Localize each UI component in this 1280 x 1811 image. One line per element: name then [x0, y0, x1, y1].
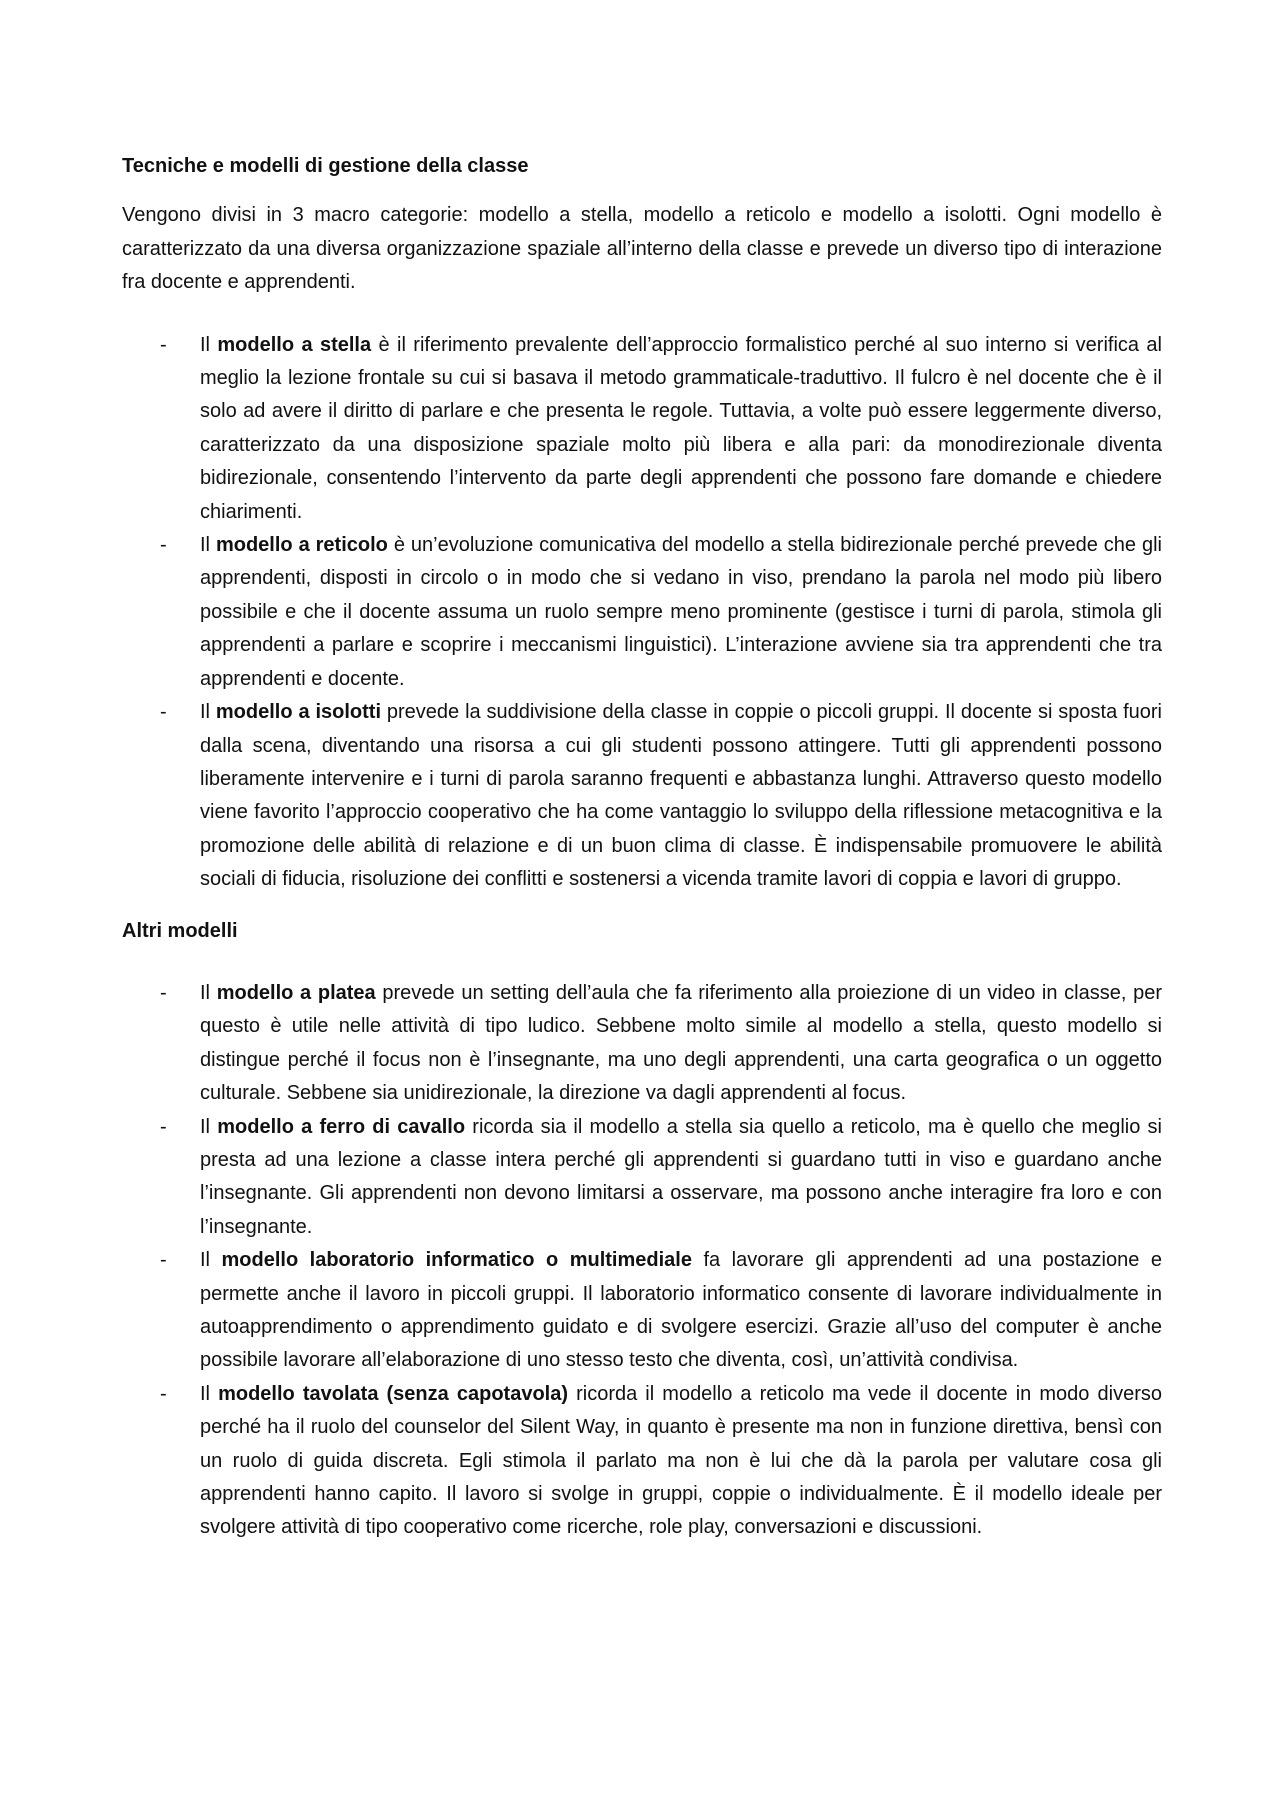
model-description: è il riferimento prevalente dell’approccio formalistico perché al suo interno si verifica al meglio la lezione frontale su cui si basava il metodo grammaticale-traduttivo. Il fulcro è nel docente che è il solo ad avere il diritto di parlare e che presenta le regole. Tuttavia, a volte può essere leggermente diverso, caratterizzato da una disposizione spaziale molto più libera e alla pari: da monodirezionale diventa bidirezionale, consentendo l’intervento da parte degli apprendenti che possono fare domande e chiedere chiarimenti.: [200, 333, 1162, 523]
model-name: modello a isolotti: [215, 701, 382, 724]
list-item-modello-a-stella: [122, 329, 1162, 529]
list-item-modello-a-reticolo: [122, 529, 1162, 696]
model-name: modello a reticolo: [215, 534, 388, 557]
model-name: modello tavolata (senza capotavola): [218, 1382, 568, 1405]
list-item-modello-a-platea: [122, 977, 1162, 1111]
list-item-modello-tavolata: [122, 1378, 1162, 1545]
model-description: prevede un setting dell’aula che fa riferimento alla proiezione di un video in classe, per questo è utile nelle attività di tipo ludico. Sebbene molto simile al modello a stella, questo modello si distingue perché il focus non è l’insegnante, ma uno degli apprendenti, una carta geografica o un oggetto culturale. Sebbene sia unidirezionale, la direzione va dagli apprendenti al focus.: [200, 981, 1162, 1105]
bullet-dash: -: [160, 981, 167, 1004]
model-description: è un’evoluzione comunicativa del modello a stella bidirezionale perché prevede che gli apprendenti, disposti in circolo o in modo che si vedano in viso, prendano la parola nel modo più libero possibile e che il docente assuma un ruolo sempre meno prominente (gestisce i turni di parola, stimola gli apprendenti a parlare e scoprire i meccanismi linguistici). L’interazione avviene sia tra apprendenti che tra apprendenti e docente.: [200, 534, 1162, 690]
bullet-dash: -: [160, 1382, 167, 1405]
bullet-dash: -: [160, 1249, 167, 1272]
bullet-dash: -: [160, 534, 167, 557]
item-prefix: Il: [200, 534, 216, 557]
model-name: modello a ferro di cavallo: [217, 1115, 466, 1138]
item-prefix: Il: [200, 701, 216, 724]
main-models-list: [122, 329, 1162, 897]
model-description: fa lavorare gli apprendenti ad una postazione e permette anche il lavoro in piccoli gruppi. Il laboratorio informatico consente di lavorare individualmente in autoapprendimento o apprendimento guidato e di svolgere esercizi. Grazie all’uso del computer è anche possibile lavorare all’elaborazione di uno stesso testo che diventa, così, un’attività condivisa.: [200, 1249, 1162, 1372]
other-models-list: [122, 977, 1162, 1545]
model-name: modello a platea: [216, 981, 376, 1004]
bullet-dash: -: [160, 1115, 167, 1138]
model-name: modello a stella: [217, 333, 372, 356]
other-models-title: Altri modelli: [122, 919, 238, 942]
intro-paragraph: Vengono divisi in 3 macro categorie: modello a stella, modello a reticolo e modello a isolotti. Ogni modello è caratterizzato da una diversa organizzazione spaziale all’interno della classe e prevede un diverso tipo di interazione fra docente e apprendenti.: [122, 204, 1162, 294]
bullet-dash: -: [160, 701, 167, 724]
list-item-modello-a-ferro-di-cavallo: [122, 1111, 1162, 1245]
list-item-modello-a-isolotti: [122, 696, 1162, 896]
item-prefix: Il: [200, 333, 218, 356]
item-prefix: Il: [200, 1115, 218, 1138]
section-title: Tecniche e modelli di gestione della classe: [122, 155, 529, 177]
item-prefix: Il: [200, 1382, 219, 1405]
item-prefix: Il: [200, 1249, 222, 1272]
model-description: prevede la suddivisione della classe in coppie o piccoli gruppi. Il docente si sposta fuori dalla scena, diventando una risorsa a cui gli studenti possono attingere. Tutti gli apprendenti possono liberamente intervenire e i turni di parola saranno frequenti e abbastanza lunghi. Attraverso questo modello viene favorito l’approccio cooperativo che ha come vantaggio lo sviluppo della riflessione metacognitiva e la promozione delle abilità di relazione e di un buon clima di classe. È indispensabile promuovere le abilità sociali di fiducia, risoluzione dei conflitti e sostenersi a vicenda tramite lavori di coppia e lavori di gruppo.: [200, 701, 1162, 891]
bullet-dash: -: [160, 333, 167, 356]
model-description: ricorda sia il modello a stella sia quello a reticolo, ma è quello che meglio si presta ad una lezione a classe intera perché gli apprendenti si guardano tutti in viso e guardano anche l’insegnante. Gli apprendenti non devono limitarsi a osservare, ma possono anche interagire fra loro e con l’insegnante.: [200, 1115, 1163, 1238]
document-content: [122, 150, 1162, 1545]
item-prefix: Il: [200, 981, 217, 1004]
model-description: ricorda il modello a reticolo ma vede il docente in modo diverso perché ha il ruolo del counselor del Silent Way, in quanto è presente ma non in funzione direttiva, bensì con un ruolo di guida discreta. Egli stimola il parlato ma non è lui che dà la parola per valutare cosa gli apprendenti hanno capito. Il lavoro si svolge in gruppi, coppie o individualmente. È il modello ideale per svolgere attività di tipo cooperativo come ricerche, role play, conversazioni e discussioni.: [200, 1382, 1162, 1539]
model-name: modello laboratorio informatico o multimediale: [221, 1249, 692, 1272]
list-item-modello-laboratorio: [122, 1244, 1162, 1378]
